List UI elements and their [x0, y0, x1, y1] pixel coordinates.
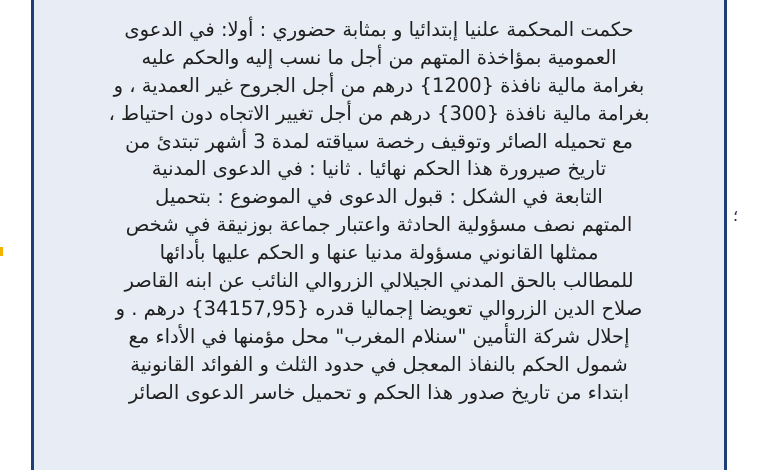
judgment-text — [45, 16, 713, 406]
text-line: بغرامة مالية نافذة {1200} درهم من أجل الجروح غير العمدية ، و — [113, 73, 645, 97]
text-line: ابتداء من تاريخ صدور هذا الحكم و تحميل خاسر الدعوى الصائر — [128, 380, 630, 404]
text-line: العمومية بمؤاخذة المتهم من أجل ما نسب إليه والحكم عليه — [141, 45, 617, 69]
text-line: صلاح الدين الزروالي تعويضا إجماليا قدره {34157,95} درهم . و — [115, 296, 643, 320]
text-line: للمطالب بالحق المدني الجيلالي الزروالي النائب عن ابنه القاصر — [124, 269, 634, 293]
text-line: بغرامة مالية نافذة {300} درهم من أجل تغيير الاتجاه دون احتياط ، — [108, 101, 650, 125]
text-line: حكمت المحكمة علنيا إبتدائيا و بمثابة حضوري : أولا: في الدعوى — [124, 18, 634, 41]
text-line: إحلال شركة التأمين "سنلام المغرب" محل مؤمنها في الأداء مع — [128, 324, 630, 348]
text-line: التابعة في الشكل : قبول الدعوى في الموضوع : بتحميل — [155, 185, 603, 209]
left-accent-mark — [0, 247, 3, 256]
side-punctuation-mark: ؛ — [733, 206, 739, 225]
text-line: مع تحميله الصائر وتوقيف رخصة سياقته لمدة 3 أشهر تبتدئ من — [125, 129, 633, 153]
text-line: المتهم نصف مسؤولية الحادثة واعتبار جماعة بوزنيقة في شخص — [125, 213, 633, 237]
text-line: شمول الحكم بالنفاذ المعجل في حدود الثلث و الفوائد القانونية — [130, 352, 628, 376]
text-line: تاريخ صيرورة هذا الحكم نهائيا . ثانيا : في الدعوى المدنية — [151, 157, 607, 181]
text-line: ممثلها القانوني مسؤولة مدنيا عنها و الحكم عليها بأدائها — [159, 241, 599, 265]
